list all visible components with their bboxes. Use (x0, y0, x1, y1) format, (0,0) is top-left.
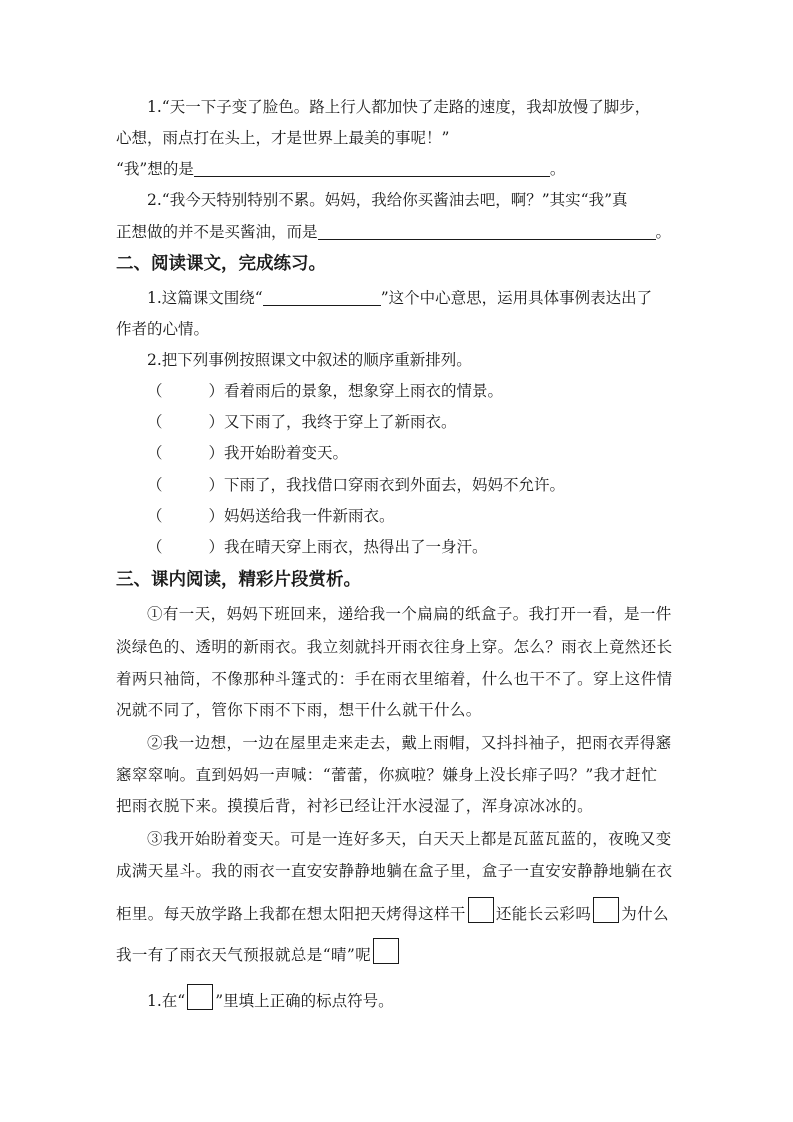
section3-heading: 三、课内阅读，精彩片段赏析。 (116, 570, 361, 590)
section3-q1-prefix: 1.在“ (147, 992, 186, 1010)
passage-p1-line: ①有一天，妈妈下班回来，递给我一个扁扁的纸盒子。我打开一看，是一件 (147, 605, 672, 623)
order-item (147, 443, 348, 463)
section2-q1-line2: 作者的心情。 (116, 320, 210, 338)
order-item-text: 我开始盼着变天。 (224, 444, 349, 462)
order-item (147, 412, 457, 432)
paren-close: ） (208, 476, 225, 494)
passage-text: 柜里。每天放学路上我都在想太阳把天烤得这样干 (116, 905, 466, 923)
punctuation-box[interactable] (468, 897, 494, 923)
paren-open: （ (147, 476, 163, 494)
paren-open: （ (147, 507, 163, 525)
q2-line1: 2.“我今天特别特别不累。妈妈，我给你买酱油去吧，啊？”其实“我”真 (147, 191, 628, 209)
paren-open: （ (147, 382, 163, 400)
passage-p2-line: ②我一边想，一边在屋里走来走去，戴上雨帽，又抖抖袖子，把雨衣弄得窸 (147, 734, 672, 752)
section2-q1-line1 (147, 288, 652, 308)
passage-p3-line-with-boxes (116, 897, 669, 924)
passage-text: 还能长云彩吗 (495, 905, 592, 923)
q2-answer-suffix: 。 (655, 223, 672, 241)
passage-p3-line: ③我开始盼着变天。可是一连好多天，白天天上都是瓦蓝瓦蓝的，夜晚又变 (147, 830, 672, 848)
q2-answer-prefix: 正想做的并不是买酱油，而是 (116, 223, 318, 241)
paren-open: （ (147, 538, 163, 556)
section2-q2: 2.把下列事例按照课文中叙述的顺序重新排列。 (147, 351, 472, 369)
punctuation-box[interactable] (593, 897, 619, 923)
paren-open: （ (147, 413, 163, 431)
q2-answer-blank[interactable] (318, 223, 656, 240)
paren-close: ） (208, 538, 225, 556)
order-item (147, 506, 395, 526)
paren-close: ） (208, 507, 225, 525)
section3-q1 (147, 984, 394, 1011)
section2-q1-prefix: 1.这篇课文围绕“ (147, 289, 263, 307)
q1-answer-blank[interactable] (194, 160, 550, 177)
passage-p1-line: 况就不同了，管你下雨不下雨，想干什么就干什么。 (116, 701, 482, 719)
q1-answer-suffix: 。 (549, 160, 566, 178)
section2-q1-suffix: ”这个中心意思，运用具体事例表达出了 (380, 289, 653, 307)
passage-p2-line: 把雨衣脱下来。摸摸后背，衬衫已经让汗水浸湿了，浑身凉冰冰的。 (116, 797, 594, 815)
q1-line2: 心想，雨点打在头上，才是世界上最美的事呢！” (116, 129, 450, 147)
order-item-text: 妈妈送给我一件新雨衣。 (224, 507, 395, 525)
q2-answer-line (116, 222, 671, 242)
paren-open: （ (147, 444, 163, 462)
order-item-text: 下雨了，我找借口穿雨衣到外面去，妈妈不允许。 (224, 476, 566, 494)
q1-answer-line (116, 159, 565, 179)
passage-p1-line: 着两只袖筒，不像那种斗篷式的：手在雨衣里缩着，什么也干不了。穿上这件情 (116, 670, 673, 688)
paren-close: ） (208, 382, 225, 400)
order-item-text: 又下雨了，我终于穿上了新雨衣。 (224, 413, 457, 431)
passage-p3-line-with-boxes (116, 938, 401, 965)
section2-heading: 二、阅读课文，完成练习。 (116, 254, 326, 274)
paren-close: ） (208, 444, 225, 462)
order-item-text: 我在晴天穿上雨衣，热得出了一身汗。 (224, 538, 488, 556)
order-item (147, 381, 503, 401)
order-item-text: 看着雨后的景象，想象穿上雨衣的情景。 (224, 382, 504, 400)
order-item (147, 537, 488, 557)
punctuation-box[interactable] (373, 938, 399, 964)
paren-close: ） (208, 413, 225, 431)
passage-text: 为什么 (621, 905, 669, 923)
q1-answer-prefix: “我”想的是 (116, 160, 194, 178)
section3-q1-suffix: ”里填上正确的标点符号。 (215, 992, 394, 1010)
order-item (147, 475, 565, 495)
passage-p2-line: 窸窣窣响。直到妈妈一声喊：“蕾蕾，你疯啦？嫌身上没长痱子吗？”我才赶忙 (116, 766, 658, 784)
passage-text: 我一有了雨衣天气预报就总是“晴”呢 (116, 946, 372, 964)
passage-p1-line: 淡绿色的、透明的新雨衣。我立刻就抖开雨衣往身上穿。怎么？雨衣上竟然还长 (116, 638, 673, 656)
sample-box-icon (187, 984, 213, 1010)
section2-q1-blank[interactable] (263, 289, 381, 306)
q1-line1: 1.“天一下子变了脸色。路上行人都加快了走路的速度，我却放慢了脚步， (147, 98, 651, 116)
passage-p3-line: 成满天星斗。我的雨衣一直安安静静地躺在盒子里，盒子一直安安静静地躺在衣 (116, 862, 673, 880)
